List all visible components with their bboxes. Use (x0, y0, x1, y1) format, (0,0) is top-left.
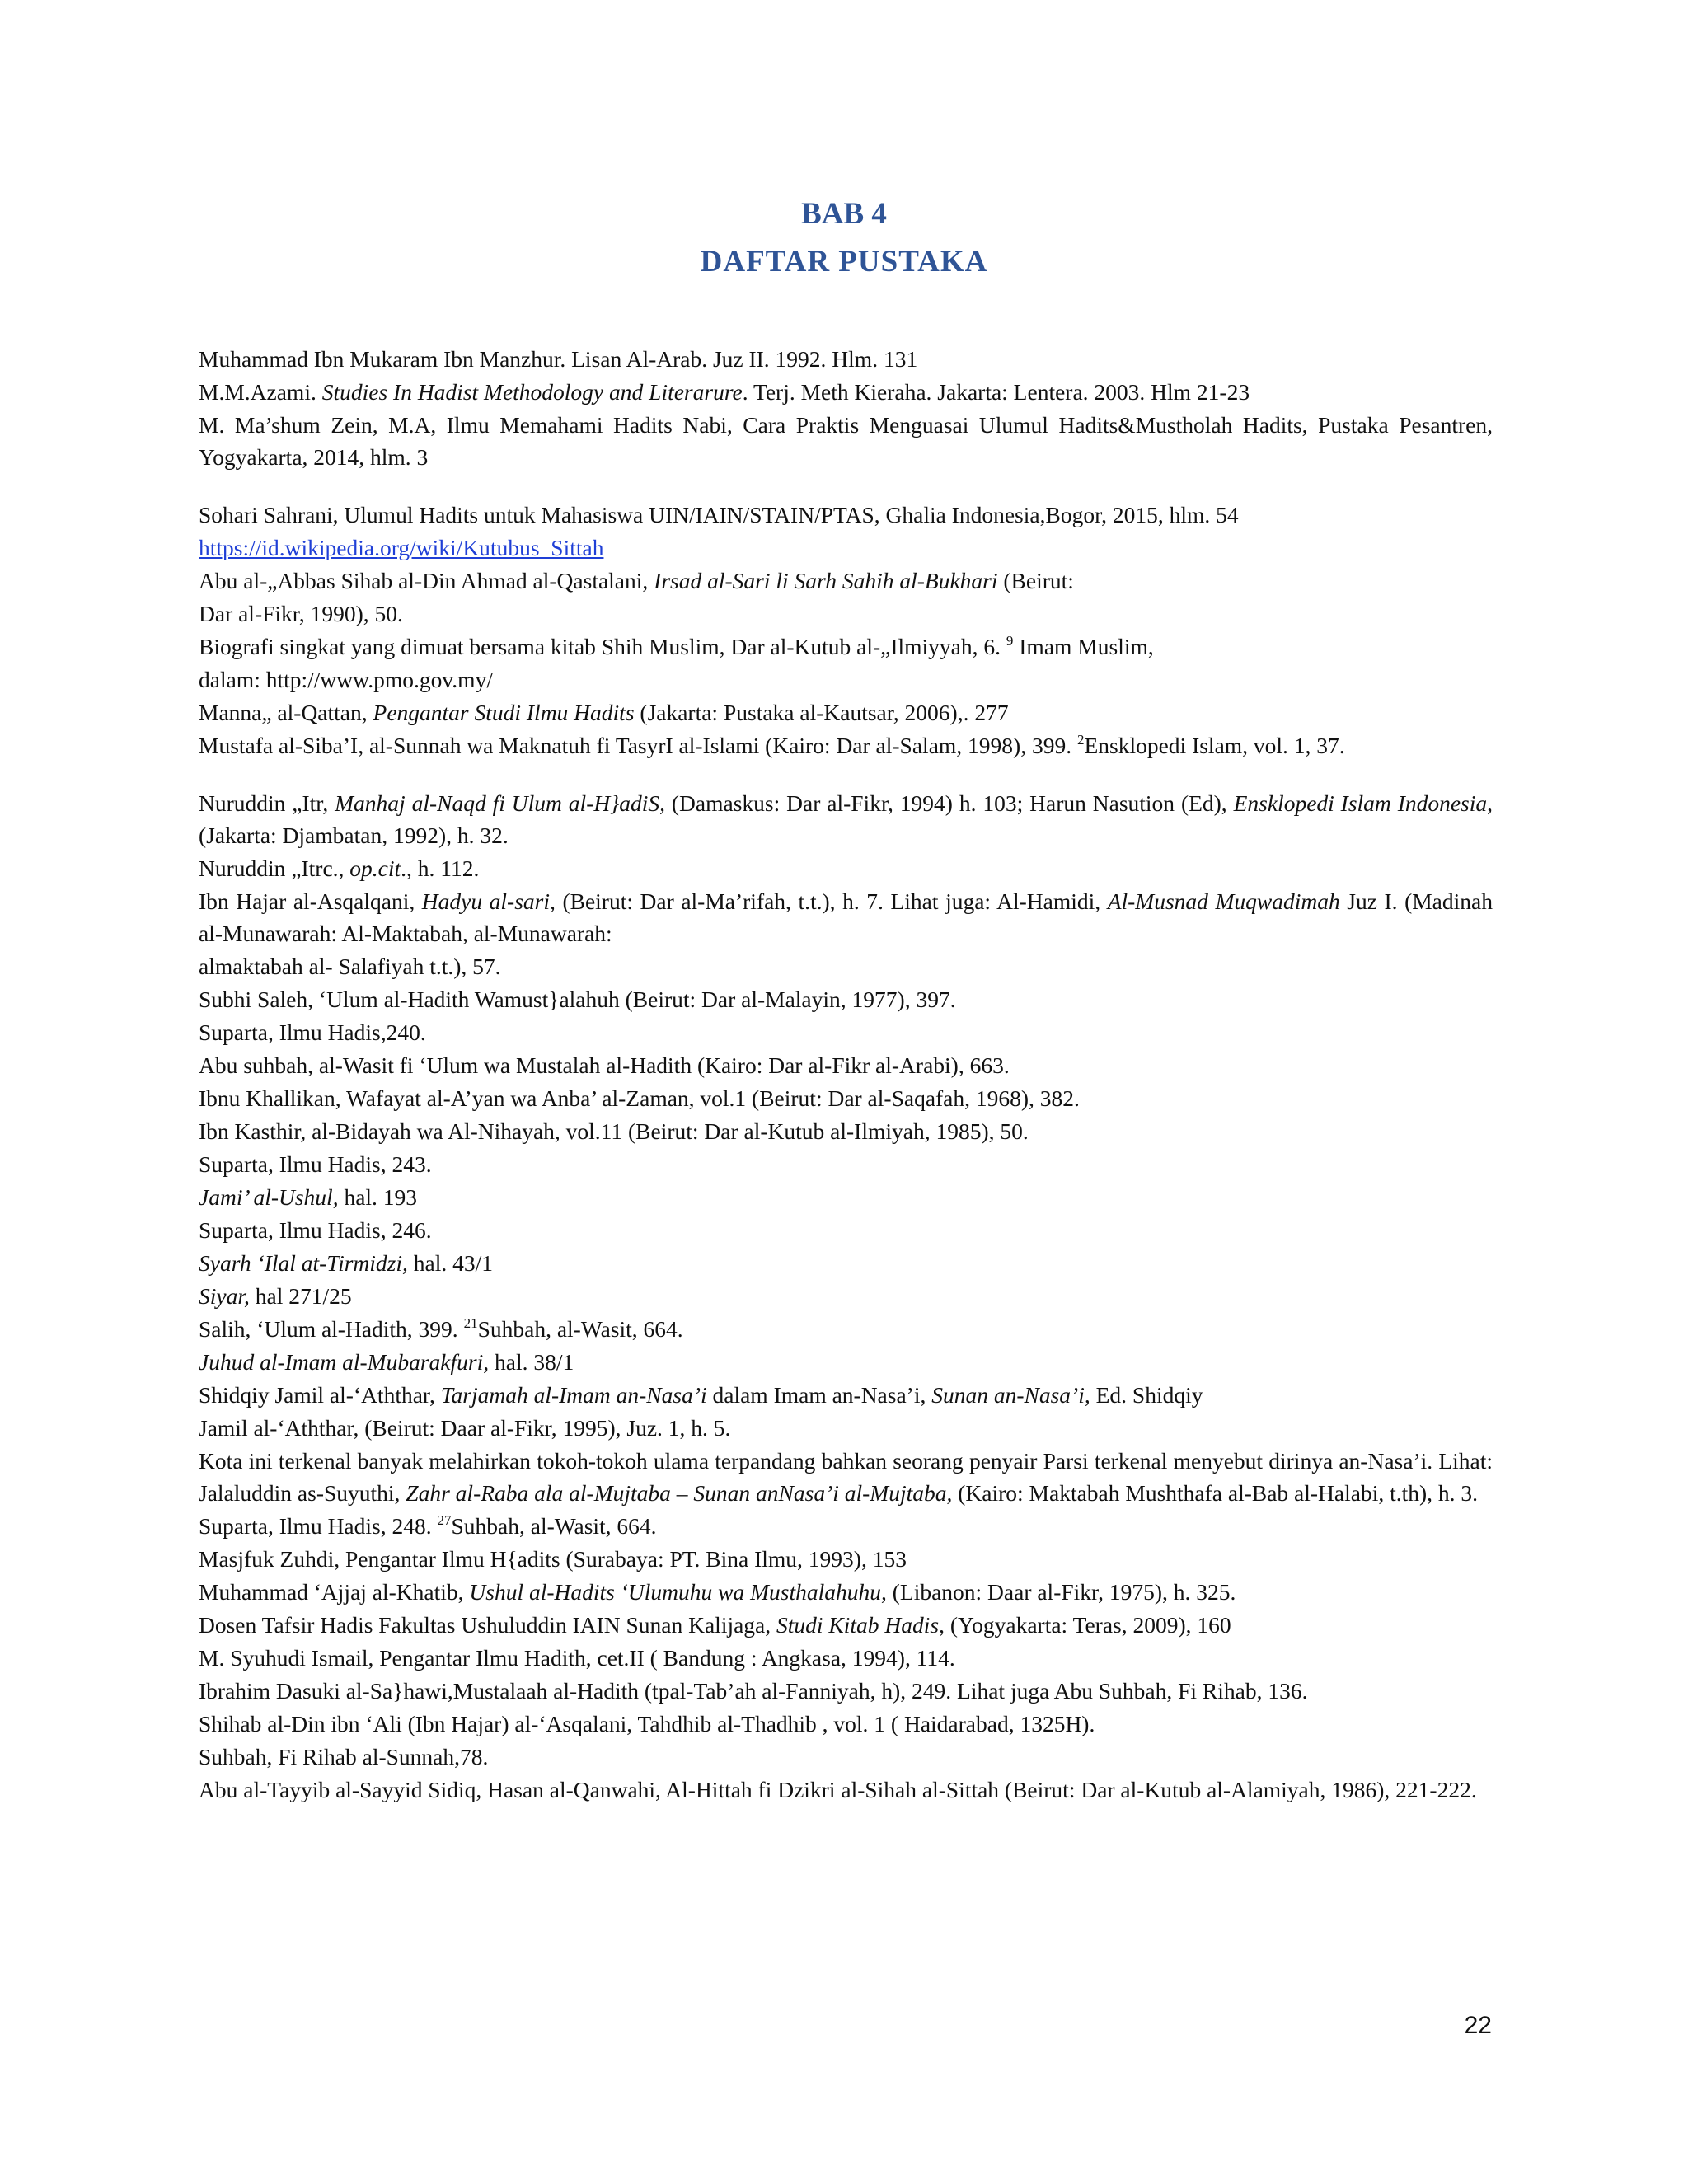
reference-entry (199, 1313, 1493, 1345)
reference-text: Masjfuk Zuhdi, Pengantar Ilmu H{adits (Surabaya: PT. Bina Ilmu, 1993), 153 (199, 1546, 907, 1572)
reference-text: ., h. 112. (401, 855, 480, 881)
reference-entry (199, 630, 1493, 663)
reference-text: Dar al-Fikr, 1990), 50. (199, 601, 403, 626)
reference-text: Ed. Shidqiy (1090, 1382, 1203, 1408)
reference-text: Salih, ‘Ulum al-Hadith, 399. (199, 1316, 464, 1342)
reference-entry (199, 565, 1493, 597)
reference-text: Abu suhbah, al-Wasit fi ‘Ulum wa Mustalah al-Hadith (Kairo: Dar al-Fikr al-Arabi), 663. (199, 1052, 1010, 1078)
reference-text: Muhammad Ibn Mukaram Ibn Manzhur. Lisan Al-Arab. Juz II. 1992. Hlm. 131 (199, 346, 918, 372)
reference-entry (199, 663, 1493, 696)
reference-entry (199, 787, 1493, 851)
reference-text: Suparta, Ilmu Hadis, 243. (199, 1151, 432, 1177)
reference-entry (199, 343, 1493, 375)
footnote-marker: 27 (437, 1512, 452, 1528)
reference-entry (199, 983, 1493, 1015)
reference-text: Juz I. (Madinah al-Munawarah: Al-Maktabah, al-Munawarah: (199, 888, 1493, 946)
reference-title: Pengantar Studi Ilmu Hadits (373, 700, 635, 725)
reference-text: Muhammad ‘Ajjaj al-Khatib, (199, 1579, 470, 1605)
reference-entry (199, 1049, 1493, 1081)
reference-text: (Kairo: Maktabah Mushthafa al-Bab al-Halabi, t.th), h. 3. (952, 1480, 1479, 1506)
reference-text: Ibn Kasthir, al-Bidayah wa Al-Nihayah, vol.11 (Beirut: Dar al-Kutub al-Ilmiyah, 1985), 50. (199, 1118, 1029, 1144)
reference-text: M. Syuhudi Ismail, Pengantar Ilmu Hadith, cet.II ( Bandung : Angkasa, 1994), 114. (199, 1645, 955, 1671)
reference-text: . Terj. Meth Kieraha. Jakarta: Lentera. 2003. Hlm 21-23 (742, 379, 1250, 405)
reference-entry (199, 1576, 1493, 1608)
reference-title: Jami’ al-Ushul, (199, 1184, 339, 1210)
reference-text: Suparta, Ilmu Hadis, 248. (199, 1513, 438, 1539)
reference-entry (199, 1148, 1493, 1180)
reference-title: op.cit (349, 855, 401, 881)
reference-text: Nuruddin „Itrc., (199, 855, 350, 881)
reference-entry (199, 729, 1493, 762)
reference-entry (199, 1609, 1493, 1641)
reference-title: Juhud al-Imam al-Mubarakfuri, (199, 1349, 490, 1375)
reference-entry (199, 1708, 1493, 1740)
reference-entry (199, 1543, 1493, 1575)
reference-text: Shihab al-Din ibn ‘Ali (Ibn Hajar) al-‘Asqalani, Tahdhib al-Thadhib , vol. 1 ( Haidarabad, 1325H). (199, 1711, 1095, 1736)
reference-text: Ensklopedi Islam, vol. 1, 37. (1084, 733, 1345, 758)
reference-text: dalam Imam an-Nasa’i, (706, 1382, 932, 1408)
reference-title: Zahr al-Raba ala al-Mujtaba – Sunan anNasa’i al-Mujtaba, (406, 1480, 953, 1506)
reference-text: Imam Muslim, (1013, 634, 1154, 659)
reference-text: Nuruddin „Itr, (199, 790, 335, 816)
reference-text: M.M.Azami. (199, 379, 322, 405)
reference-entry (199, 950, 1493, 982)
reference-text: Shidqiy Jamil al-‘Aththar, (199, 1382, 441, 1408)
reference-text: Suparta, Ilmu Hadis,240. (199, 1019, 426, 1045)
reference-title: Hadyu al-sari (421, 888, 551, 914)
reference-text: Manna„ al-Qattan, (199, 700, 373, 725)
reference-text: Biografi singkat yang dimuat bersama kitab Shih Muslim, Dar al-Kutub al-„Ilmiyyah, 6. (199, 634, 1006, 659)
reference-text: Dosen Tafsir Hadis Fakultas Ushuluddin IAIN Sunan Kalijaga, (199, 1612, 777, 1638)
footnote-marker: 2 (1076, 732, 1085, 748)
reference-title: Irsad al-Sari li Sarh Sahih al-Bukhari (654, 568, 998, 593)
reference-title: Ushul al-Hadits ‘Ulumuhu wa Musthalahuhu, (469, 1579, 887, 1605)
reference-entry (199, 1082, 1493, 1114)
reference-entry (199, 696, 1493, 729)
reference-list (199, 343, 1493, 1807)
reference-entry (199, 1346, 1493, 1378)
reference-title: Siyar, (199, 1283, 250, 1309)
page-number: 22 (1464, 2012, 1492, 2039)
reference-title: Ensklopedi Islam Indonesia (1233, 790, 1488, 816)
reference-title: Al-Musnad Muqwadimah (1107, 888, 1340, 914)
reference-text: Abu al-„Abbas Sihab al-Din Ahmad al-Qastalani, (199, 568, 654, 593)
reference-text: , (Yogyakarta: Teras, 2009), 160 (939, 1612, 1231, 1638)
reference-entry (199, 885, 1493, 949)
reference-text: M. Ma’shum Zein, M.A, Ilmu Memahami Hadits Nabi, Cara Praktis Menguasai Ulumul Hadits&Mustholah Hadits, Pustaka Pesantren, Yogyakarta, 2014, hlm. 3 (199, 412, 1493, 470)
reference-text: (Jakarta: Pustaka al-Kautsar, 2006),. 277 (634, 700, 1009, 725)
reference-text: hal 271/25 (249, 1283, 352, 1309)
reference-entry (199, 1379, 1493, 1411)
reference-text: Abu al-Tayyib al-Sayyid Sidiq, Hasan al-Qanwahi, Al-Hittah fi Dzikri al-Sihah al-Sittah (Beirut: Dar al-Kutub al-Alamiyah, 1986), 221-222. (199, 1777, 1477, 1802)
reference-text: hal. 38/1 (489, 1349, 574, 1375)
reference-entry (199, 1774, 1493, 1806)
reference-text: Subhi Saleh, ‘Ulum al-Hadith Wamust}alahuh (Beirut: Dar al-Malayin, 1977), 397. (199, 987, 956, 1012)
footnote-marker: 9 (1006, 633, 1014, 649)
reference-entry (199, 1115, 1493, 1147)
reference-text: Suparta, Ilmu Hadis, 246. (199, 1217, 432, 1243)
reference-text: Mustafa al-Siba’I, al-Sunnah wa Maknatuh fi TasyrI al-Islami (Kairo: Dar al-Salam, 1998), 399. (199, 733, 1077, 758)
reference-title: Syarh ‘Ilal at-Tirmidzi, (199, 1250, 408, 1276)
reference-entry (199, 1741, 1493, 1773)
reference-entry (199, 1016, 1493, 1048)
reference-entry (199, 598, 1493, 630)
reference-text: Ibn Hajar al-Asqalqani, (199, 888, 422, 914)
reference-title: Tarjamah al-Imam an-Nasa’i (440, 1382, 707, 1408)
reference-text: almaktabah al- Salafiyah t.t.), 57. (199, 954, 501, 979)
reference-text: Sohari Sahrani, Ulumul Hadits untuk Mahasiswa UIN/IAIN/STAIN/PTAS, Ghalia Indonesia,Bogor, 2015, hlm. 54 (199, 502, 1239, 527)
reference-entry (199, 1642, 1493, 1674)
reference-text: hal. 43/1 (407, 1250, 494, 1276)
reference-text: Suhbah, al-Wasit, 664. (451, 1513, 657, 1539)
reference-text: Kota ini terkenal banyak melahirkan tokoh-tokoh ulama terpandang bahkan seorang penyair Parsi terkenal menyebut dirinya an-Nasa’i. Lihat: Jalaluddin as-Suyuthi, (199, 1448, 1493, 1506)
reference-text: Ibnu Khallikan, Wafayat al-A’yan wa Anba’ al-Zaman, vol.1 (Beirut: Dar al-Saqafah, 1968), 382. (199, 1085, 1080, 1111)
reference-entry (199, 1214, 1493, 1246)
reference-entry (199, 852, 1493, 884)
reference-entry (199, 1280, 1493, 1312)
reference-entry (199, 1510, 1493, 1542)
reference-entry (199, 1247, 1493, 1279)
reference-title: Studi Kitab Hadis (776, 1612, 940, 1638)
reference-text: dalam: http://www.pmo.gov.my/ (199, 667, 493, 692)
reference-entry (199, 1412, 1493, 1444)
reference-text: Jamil al-‘Aththar, (Beirut: Daar al-Fikr, 1995), Juz. 1, h. 5. (199, 1415, 731, 1441)
reference-text: Ibrahim Dasuki al-Sa}hawi,Mustalaah al-Hadith (tpal-Tab’ah al-Fanniyah, h), 249. Lihat juga Abu Suhbah, Fi Rihab, 136. (199, 1678, 1308, 1704)
reference-entry (199, 1181, 1493, 1213)
reference-entry (199, 499, 1493, 531)
reference-link[interactable]: https://id.wikipedia.org/wiki/Kutubus_Sittah (199, 535, 604, 560)
reference-entry (199, 409, 1493, 473)
reference-text: Suhbah, al-Wasit, 664. (477, 1316, 683, 1342)
reference-text: Suhbah, Fi Rihab al-Sunnah,78. (199, 1744, 489, 1769)
reference-text: hal. 193 (338, 1184, 418, 1210)
reference-text: , (Jakarta: Djambatan, 1992), h. 32. (199, 790, 1493, 848)
reference-text: (Damaskus: Dar al-Fikr, 1994) h. 103; Harun Nasution (Ed), (664, 790, 1234, 816)
reference-title: Sunan an-Nasa’i, (931, 1382, 1090, 1408)
reference-text: , (Beirut: Dar al-Ma’rifah, t.t.), h. 7. Lihat juga: Al-Hamidi, (550, 888, 1108, 914)
reference-text: (Libanon: Daar al-Fikr, 1975), h. 325. (886, 1579, 1236, 1605)
page-title: DAFTAR PUSTAKA (700, 245, 988, 279)
reference-title: Manhaj al-Naqd fi Ulum al-H}adiS, (335, 790, 665, 816)
reference-entry (199, 532, 1493, 564)
reference-entry (199, 1675, 1493, 1707)
reference-text: (Beirut: (997, 568, 1074, 593)
reference-title: Studies In Hadist Methodology and Literarure (321, 379, 743, 405)
chapter-heading: BAB 4 (801, 197, 887, 231)
footnote-marker: 21 (463, 1315, 478, 1331)
reference-entry (199, 1445, 1493, 1509)
reference-entry (199, 376, 1493, 408)
